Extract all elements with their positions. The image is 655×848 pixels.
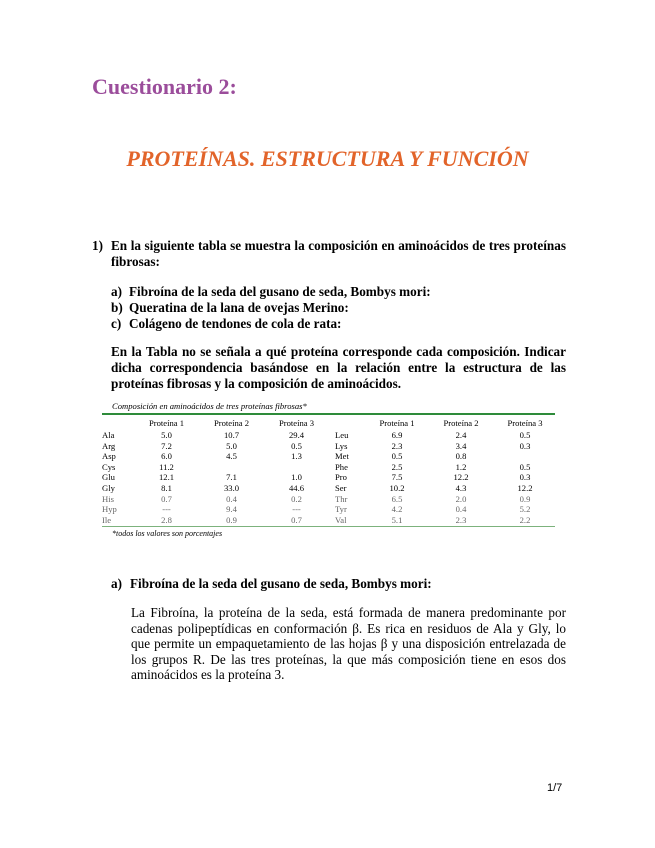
table-cell: 7.1 — [226, 472, 237, 483]
option-text: Fibroína de la seda del gusano de seda, Bombys mori: — [129, 284, 431, 299]
table-cell: --- — [162, 504, 171, 515]
answer-a-body: La Fibroína, la proteína de la seda, está formada de manera predominante por cadenas polipeptídicas en conformación β. Es rica en residuos de Ala y Gly, lo que permite un empaquetamiento de las hojas β y una disposición entrelazada de los grupos R. De las tres proteínas, la que más composición tiene en esos dos aminoácidos es la proteína 3. — [131, 605, 566, 683]
table-cell: 5.2 — [519, 504, 531, 515]
table-cell: 2.8 — [161, 514, 172, 525]
answer-heading-text: Fibroína de la seda del gusano de seda, Bombys mori: — [130, 576, 432, 591]
table-cell: 9.4 — [226, 504, 237, 515]
question-instruction: En la Tabla no se señala a qué proteína corresponde cada composición. Indicar dicha correspondencia basándose en la relación entre la estructura de las proteínas fibrosas y la composición de aminoácidos. — [111, 344, 566, 391]
table-header-row — [102, 418, 555, 428]
option-c — [111, 316, 566, 332]
table-cell: 5.0 — [161, 430, 172, 440]
table-cell: 0.5 — [519, 461, 531, 472]
table-header-cell — [329, 418, 365, 428]
table-caption: Composición en aminoácidos de tres proteínas fibrosas* — [112, 401, 307, 411]
table-header-cell: Proteína 2 — [213, 418, 250, 428]
table-cell: 1.2 — [455, 461, 467, 472]
table-cell: 1.3 — [291, 451, 302, 462]
table-cell: 2.3 — [391, 440, 403, 451]
table-row — [102, 451, 555, 462]
table-cell: 6.0 — [161, 451, 172, 462]
table-header-cell: Proteína 3 — [278, 418, 315, 428]
table-cell: 0.5 — [519, 430, 531, 440]
table-cell — [199, 462, 264, 473]
table-header-cell: Proteína 2 — [443, 418, 479, 428]
table-cell: 12.2 — [453, 472, 469, 483]
table-cell: 0.5 — [391, 451, 403, 462]
table-cell: 0.3 — [519, 472, 531, 483]
table-cell: 10.7 — [223, 430, 240, 440]
table-row — [102, 441, 555, 452]
table-row — [102, 515, 555, 526]
table-cell: --- — [292, 504, 301, 515]
amino-acid-label: Tyr — [335, 504, 347, 515]
amino-acid-label: Phe — [335, 461, 348, 472]
table-row — [102, 504, 555, 515]
table-cell: 0.4 — [455, 504, 467, 515]
table-row — [102, 462, 555, 473]
table-footnote: *todos los valores son porcentajes — [112, 529, 223, 539]
document-title: Cuestionario 2: — [92, 74, 237, 99]
table-cell: 29.4 — [288, 430, 305, 440]
table-cell: 7.5 — [391, 472, 403, 483]
option-letter: b) — [111, 300, 123, 315]
table-cell: 5.0 — [226, 440, 237, 451]
amino-acid-table — [102, 401, 555, 538]
amino-acid-label: Ile — [102, 514, 112, 525]
table-cell — [264, 462, 329, 473]
table-header-cell: Proteína 1 — [148, 418, 185, 428]
table-cell: 6.5 — [391, 493, 403, 504]
table-cell: 0.5 — [291, 440, 302, 451]
amino-acid-label: Thr — [335, 493, 348, 504]
table-cell: 2.3 — [455, 514, 467, 525]
table-cell: 4.5 — [226, 451, 237, 462]
table-cell: 8.1 — [161, 482, 172, 493]
amino-acid-label: Met — [335, 451, 349, 462]
amino-acid-label: Gly — [102, 482, 115, 493]
question-text: En la siguiente tabla se muestra la composición en aminoácidos de tres proteínas fibrosas: — [111, 238, 566, 269]
amino-acid-label: Hyp — [102, 504, 117, 515]
amino-acid-label: His — [102, 493, 114, 504]
table-cell: 0.8 — [455, 451, 467, 462]
table-cell: 0.9 — [226, 514, 237, 525]
amino-acid-label: Ala — [102, 430, 115, 440]
amino-acid-label: Cys — [102, 461, 116, 472]
table-cell: 5.1 — [391, 514, 403, 525]
table-body — [102, 430, 555, 525]
question-options — [111, 284, 566, 332]
table-row — [102, 494, 555, 505]
table-cell: 33.0 — [223, 482, 240, 493]
table-cell: 0.2 — [291, 493, 302, 504]
table-header-cell — [102, 418, 134, 428]
table-cell: 6.9 — [391, 430, 403, 440]
answer-a-heading — [111, 576, 566, 592]
amino-acid-label: Val — [335, 514, 347, 525]
table-cell: 2.0 — [455, 493, 467, 504]
option-b — [111, 300, 566, 316]
table-cell: 0.7 — [291, 514, 302, 525]
table-cell: 0.3 — [519, 440, 531, 451]
amino-acid-label: Asp — [102, 451, 116, 462]
amino-acid-label: Arg — [102, 440, 116, 451]
table-cell: 44.6 — [288, 482, 305, 493]
table-cell: 2.4 — [455, 430, 467, 440]
table-top-rule — [102, 413, 555, 415]
table-cell: 0.9 — [519, 493, 531, 504]
table-cell: 1.0 — [291, 472, 302, 483]
table-cell: 12.1 — [158, 472, 175, 483]
table-cell: 4.3 — [455, 482, 467, 493]
option-text: Colágeno de tendones de cola de rata: — [129, 316, 342, 331]
table-cell: 0.7 — [161, 493, 172, 504]
option-a — [111, 284, 566, 300]
table-cell — [493, 451, 557, 462]
table-cell: 2.2 — [519, 514, 531, 525]
question-1 — [92, 238, 566, 270]
amino-acid-label: Leu — [335, 430, 349, 440]
table-row — [102, 483, 555, 494]
amino-acid-label: Lys — [335, 440, 348, 451]
amino-acid-label: Glu — [102, 472, 115, 483]
table-cell: 12.2 — [517, 482, 533, 493]
table-cell: 4.2 — [391, 504, 403, 515]
amino-acid-label: Ser — [335, 482, 347, 493]
amino-acid-label: Pro — [335, 472, 347, 483]
question-number: 1) — [92, 238, 103, 253]
table-cell: 3.4 — [455, 440, 467, 451]
table-cell: 11.2 — [159, 461, 174, 472]
table-cell: 2.5 — [391, 461, 403, 472]
table-bottom-rule — [102, 526, 555, 527]
table-row — [102, 472, 555, 483]
document-subtitle: PROTEÍNAS. ESTRUCTURA Y FUNCIÓN — [126, 146, 529, 171]
table-cell: 10.2 — [389, 482, 405, 493]
table-cell: 7.2 — [161, 440, 172, 451]
table-header-cell: Proteína 3 — [507, 418, 543, 428]
table-header-cell: Proteína 1 — [379, 418, 415, 428]
option-letter: c) — [111, 316, 122, 331]
table-row — [102, 430, 555, 441]
answer-letter: a) — [111, 576, 122, 591]
table-cell: 0.4 — [226, 493, 237, 504]
option-text: Queratina de la lana de ovejas Merino: — [129, 300, 349, 315]
page-number: 1/7 — [547, 782, 563, 794]
option-letter: a) — [111, 284, 122, 299]
